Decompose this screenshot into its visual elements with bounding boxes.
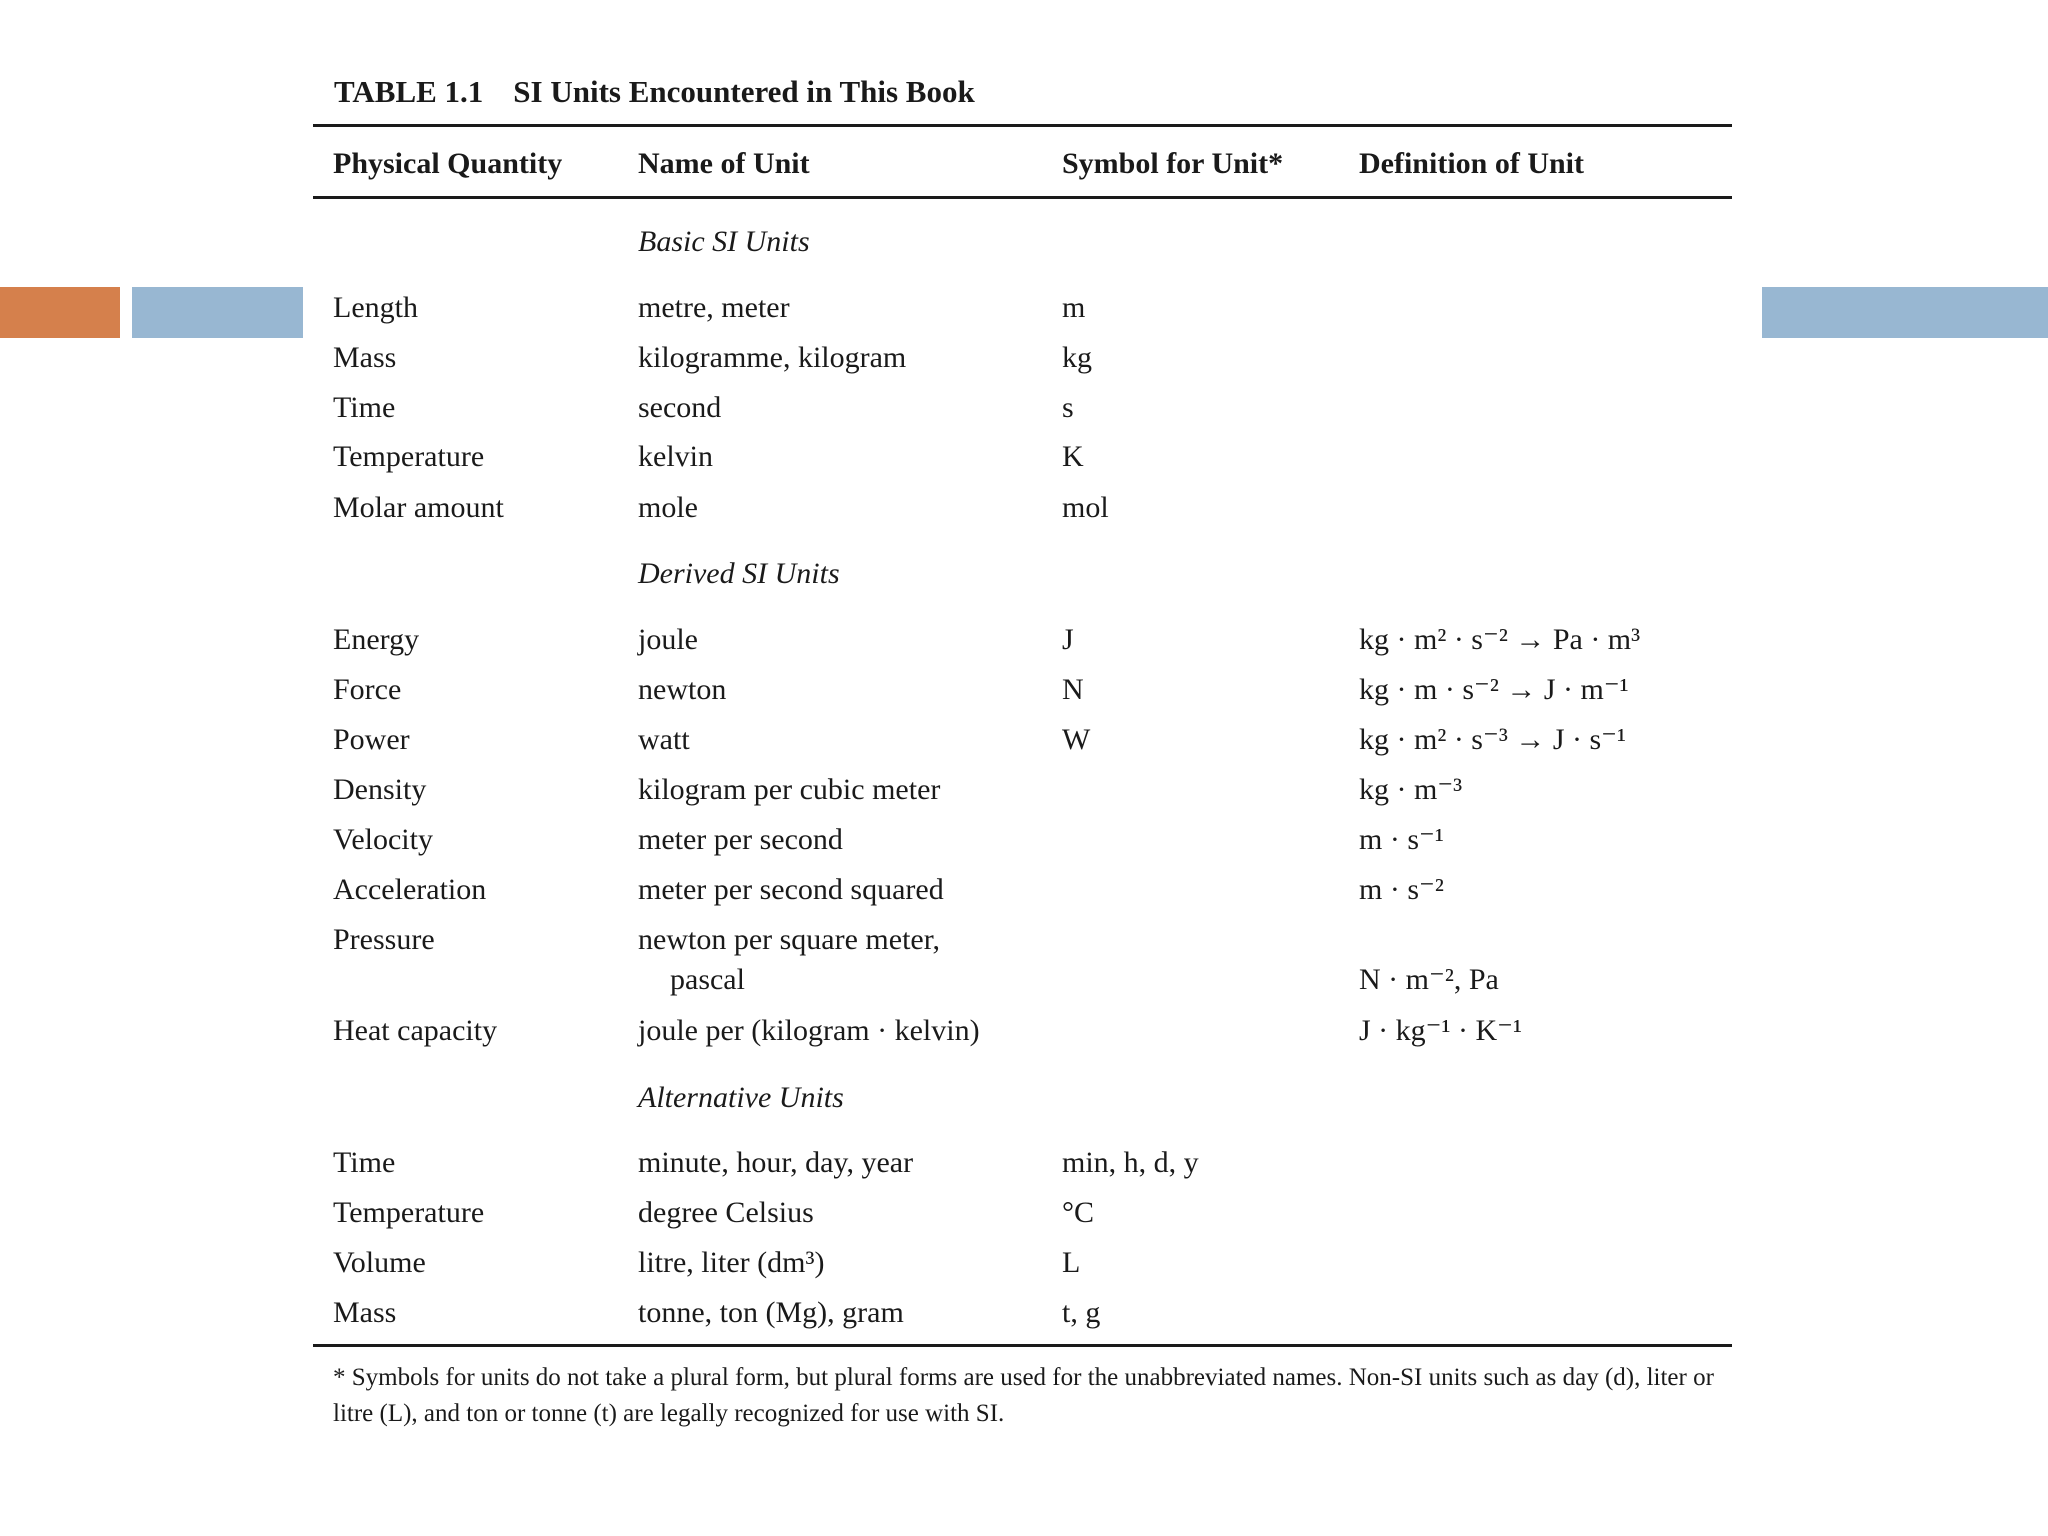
unit-name-cell: joule xyxy=(638,623,698,656)
unit-definition-cell: kg · m⁻³ xyxy=(1359,773,1463,806)
unit-name-cell: newton xyxy=(638,673,727,706)
unit-definition-cell: kg · m · s⁻² → J · m⁻¹ xyxy=(1359,673,1629,706)
unit-name-cell: meter per second xyxy=(638,823,843,856)
unit-name-cell: tonne, ton (Mg), gram xyxy=(638,1296,904,1329)
column-header-symbol: Symbol for Unit* xyxy=(1062,147,1284,180)
unit-symbol-cell: mol xyxy=(1062,491,1109,524)
unit-symbol-cell: s xyxy=(1062,391,1074,424)
unit-name-cell: joule per (kilogram · kelvin) xyxy=(638,1014,980,1047)
column-header-name: Name of Unit xyxy=(638,147,810,180)
quantity-cell: Power xyxy=(333,723,410,756)
unit-name-cell: degree Celsius xyxy=(638,1196,814,1229)
unit-symbol-cell: °C xyxy=(1062,1196,1095,1229)
accent-bar-blue-left xyxy=(132,287,303,338)
unit-definition-cell: kg · m² · s⁻² → Pa · m³ xyxy=(1359,623,1641,656)
quantity-cell: Velocity xyxy=(333,823,433,856)
unit-name-cell: second xyxy=(638,391,722,424)
unit-name-cell: kilogram per cubic meter xyxy=(638,773,941,806)
unit-name-cell: newton per square meter, xyxy=(638,923,941,956)
unit-symbol-cell: K xyxy=(1062,440,1084,473)
quantity-cell: Temperature xyxy=(333,1196,485,1229)
quantity-cell: Volume xyxy=(333,1246,426,1279)
table-caption xyxy=(334,74,975,110)
quantity-cell: Length xyxy=(333,291,418,324)
unit-name-cell: kelvin xyxy=(638,440,713,473)
table-footnote: * Symbols for units do not take a plural form, but plural forms are used for the unabbreviated names. Non-SI units such as day (d), liter or litre (L), and ton or tonne (t) are legally recognized for use with SI. xyxy=(333,1364,1714,1427)
unit-symbol-cell: W xyxy=(1062,723,1091,756)
unit-name-cell: meter per second squared xyxy=(638,873,944,906)
accent-bar-blue-right xyxy=(1762,287,2048,338)
unit-name-cell: minute, hour, day, year xyxy=(638,1146,914,1179)
quantity-cell: Temperature xyxy=(333,440,485,473)
unit-symbol-cell: min, h, d, y xyxy=(1062,1146,1199,1179)
table-bottom-rule xyxy=(313,1344,1732,1347)
section-heading-basic: Basic SI Units xyxy=(638,225,810,258)
unit-symbol-cell: kg xyxy=(1062,341,1092,374)
unit-definition-cell: m · s⁻¹ xyxy=(1359,823,1444,856)
unit-name-cell: mole xyxy=(638,491,698,524)
unit-name-continuation: pascal xyxy=(670,963,745,996)
unit-name-cell: watt xyxy=(638,723,690,756)
quantity-cell: Acceleration xyxy=(333,873,487,906)
unit-definition-cell: J · kg⁻¹ · K⁻¹ xyxy=(1359,1014,1522,1047)
table-header-rule xyxy=(313,196,1732,199)
table-label: TABLE 1.1 xyxy=(334,74,484,109)
unit-name-cell: kilogramme, kilogram xyxy=(638,341,907,374)
table-top-rule xyxy=(313,124,1732,127)
unit-symbol-cell: J xyxy=(1062,623,1074,656)
quantity-cell: Mass xyxy=(333,341,397,374)
quantity-cell: Energy xyxy=(333,623,420,656)
unit-name-cell: metre, meter xyxy=(638,291,790,324)
accent-bar-orange xyxy=(0,287,120,338)
section-heading-alternative: Alternative Units xyxy=(638,1081,844,1114)
quantity-cell: Force xyxy=(333,673,402,706)
unit-symbol-cell: m xyxy=(1062,291,1086,324)
quantity-cell: Time xyxy=(333,391,396,424)
quantity-cell: Heat capacity xyxy=(333,1014,498,1047)
quantity-cell: Density xyxy=(333,773,427,806)
unit-symbol-cell: L xyxy=(1062,1246,1081,1279)
unit-name-cell: litre, liter (dm³) xyxy=(638,1246,825,1279)
column-header-definition: Definition of Unit xyxy=(1359,147,1584,180)
unit-definition-cell: kg · m² · s⁻³ → J · s⁻¹ xyxy=(1359,723,1626,756)
unit-symbol-cell: t, g xyxy=(1062,1296,1101,1329)
unit-definition-cell: m · s⁻² xyxy=(1359,873,1444,906)
quantity-cell: Molar amount xyxy=(333,491,504,524)
section-heading-derived: Derived SI Units xyxy=(638,557,840,590)
unit-definition-cell: N · m⁻², Pa xyxy=(1359,963,1499,996)
unit-symbol-cell: N xyxy=(1062,673,1084,706)
quantity-cell: Time xyxy=(333,1146,396,1179)
column-header-quantity: Physical Quantity xyxy=(333,147,563,180)
quantity-cell: Mass xyxy=(333,1296,397,1329)
table-title: SI Units Encountered in This Book xyxy=(513,74,975,109)
quantity-cell: Pressure xyxy=(333,923,435,956)
